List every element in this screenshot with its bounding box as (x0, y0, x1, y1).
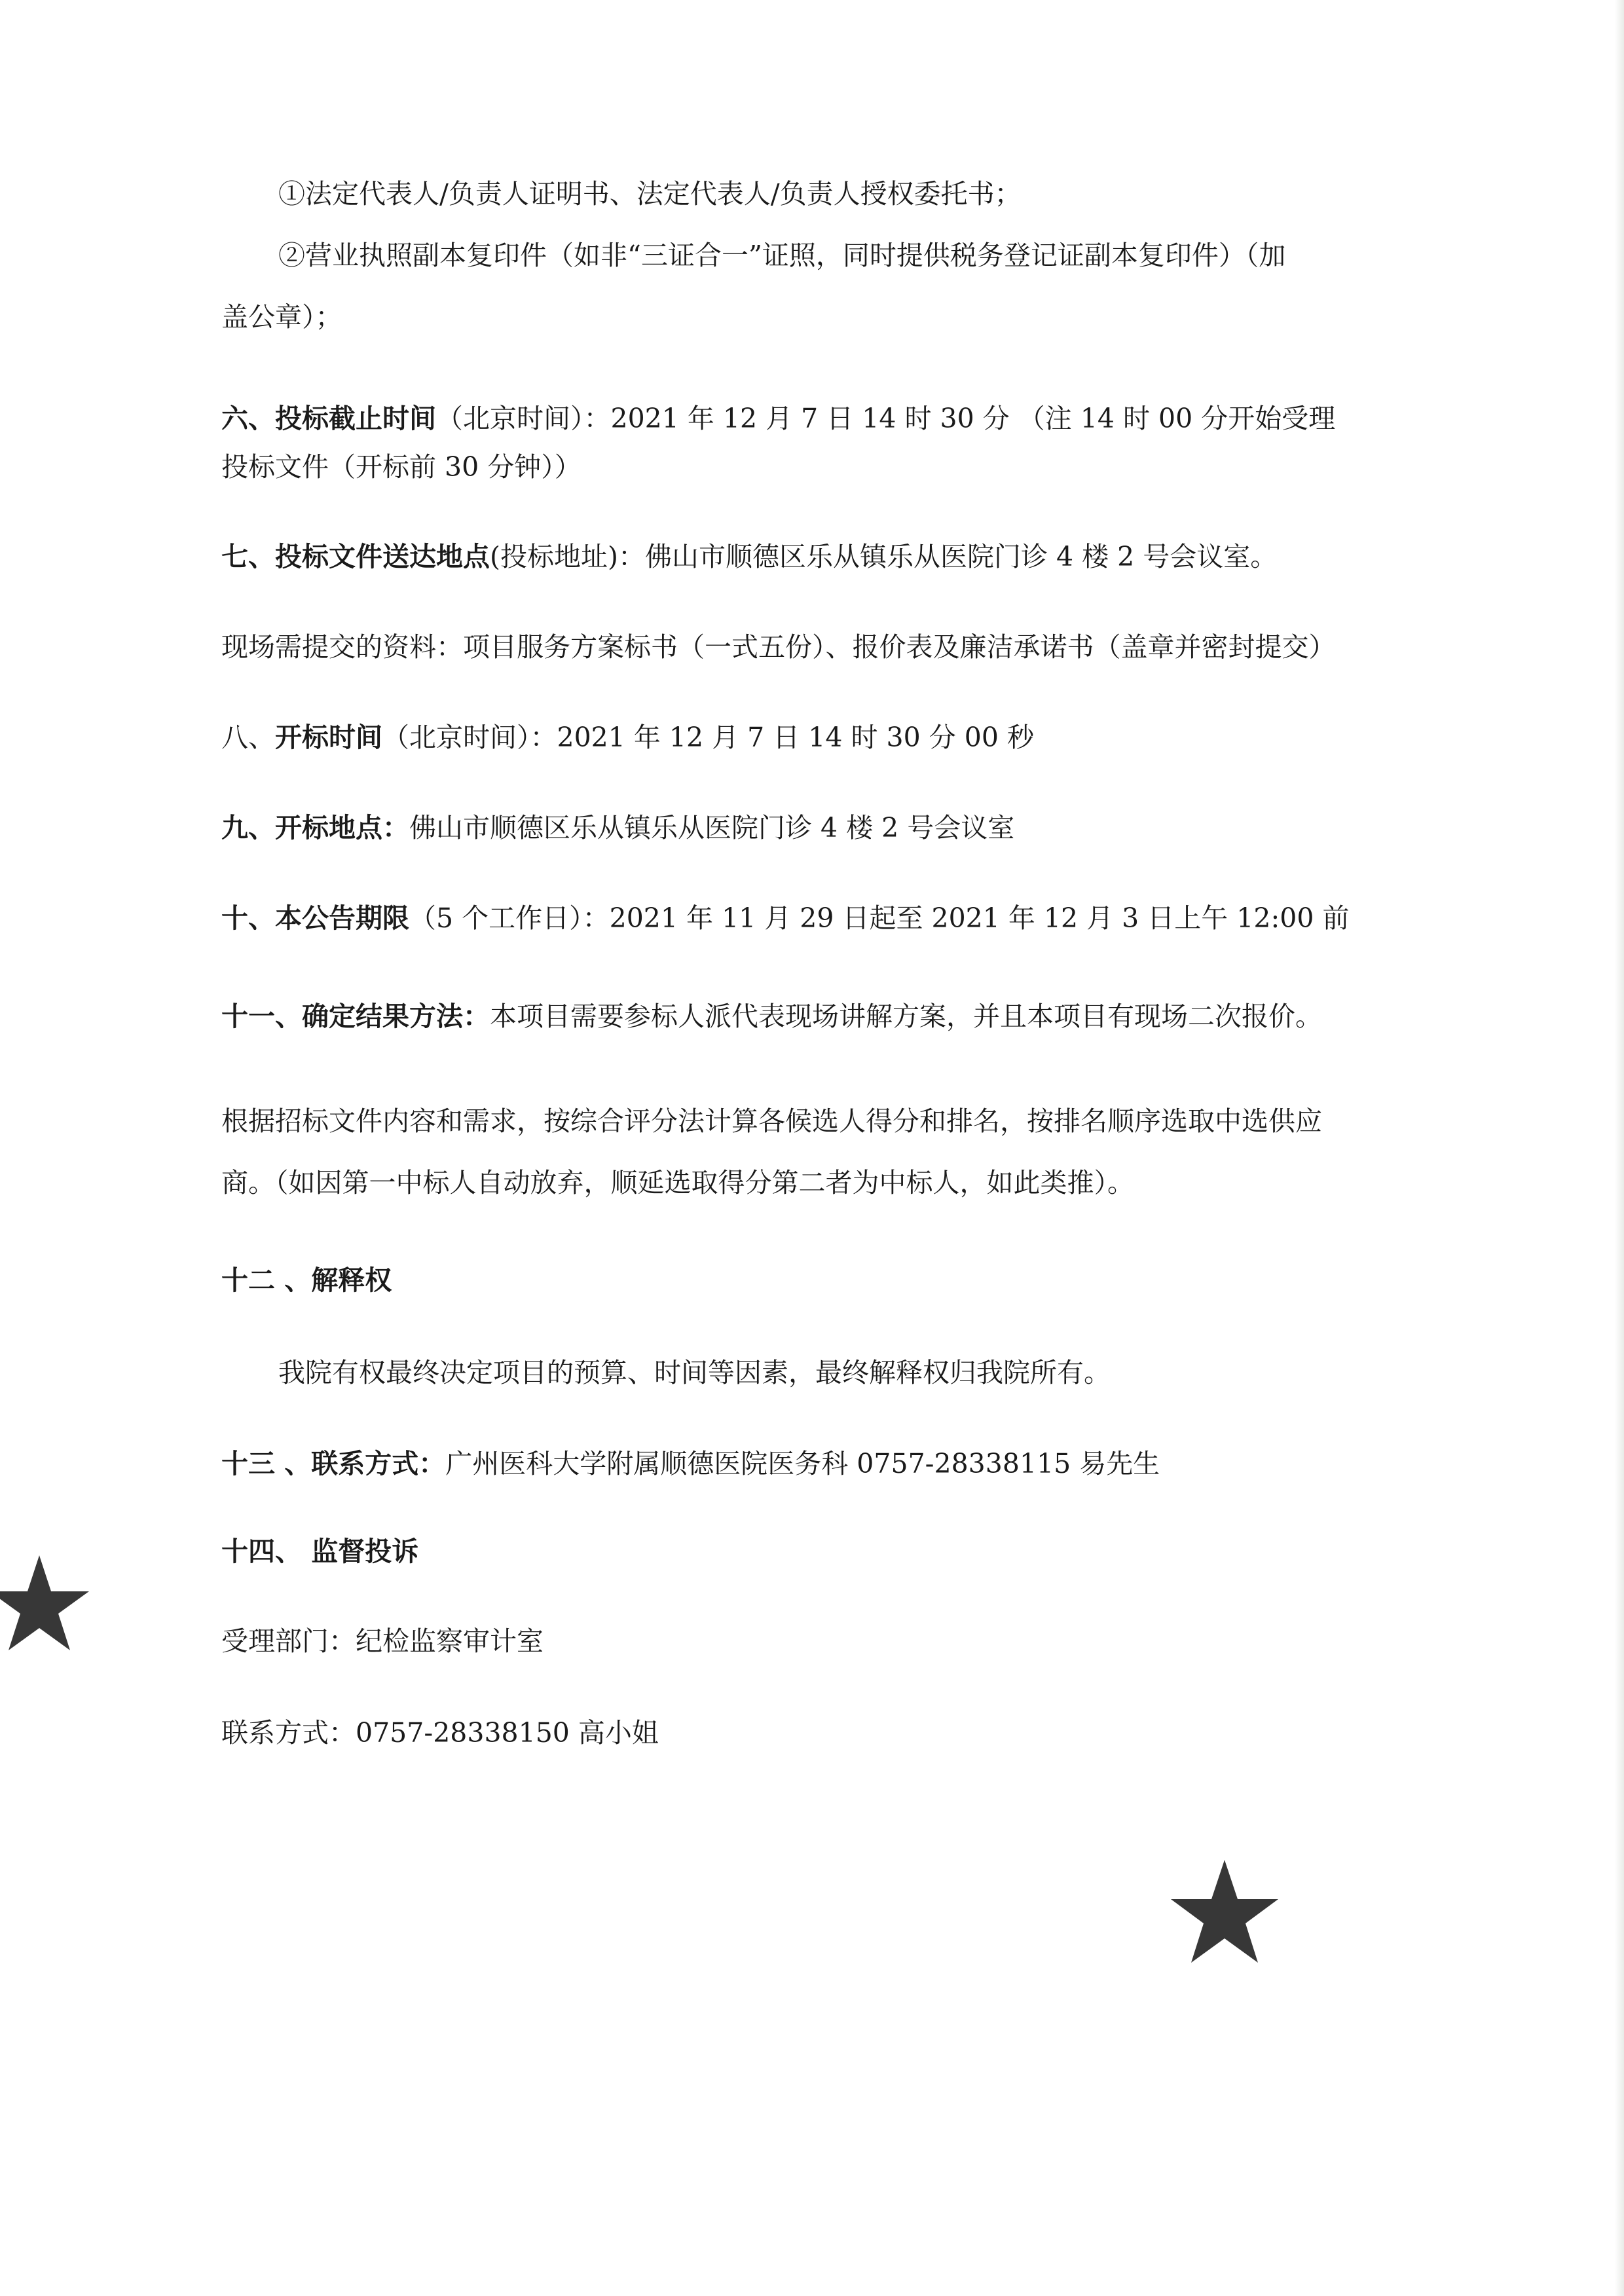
section-8-opening-time (221, 719, 1413, 756)
scan-edge-shadow (1615, 0, 1624, 2296)
section-8-text: （北京时间）：2021 年 12 月 7 日 14 时 30 分 00 秒 (382, 722, 1034, 753)
seal-right-star-icon (1171, 1860, 1278, 1963)
section-7-text: (投标地址)：佛山市顺德区乐从镇乐从医院门诊 4 楼 2 号会议室。 (490, 541, 1278, 572)
section-12-label: 十二 、解释权 (221, 1265, 392, 1296)
section-11-paragraph-line2: 商。（如因第一中标人自动放弃，顺延选取得分第二者为中标人，如此类推）。 (221, 1167, 1134, 1198)
section-6-label: 六、投标截止时间 (221, 403, 436, 434)
on-site-materials: 现场需提交的资料：项目服务方案标书（一式五份）、报价表及廉洁承诺书（盖章并密封提交） (221, 631, 1336, 663)
official-seal-left (0, 1428, 177, 1781)
section-7-delivery-location (221, 538, 1413, 575)
section-11-result-method (221, 998, 1413, 1035)
section-9-text: 佛山市顺德区乐从镇乐从医院门诊 4 楼 2 号会议室 (409, 812, 1015, 843)
section-9-label: 九、开标地点： (221, 812, 409, 843)
section-14-contact: 联系方式：0757-28338150 高小姐 (221, 1717, 659, 1749)
item-legal-rep-docs: ①法定代表人/负责人证明书、法定代表人/负责人授权委托书； (278, 178, 1022, 210)
section-10-notice-period (221, 900, 1413, 936)
seal-left-graphic (0, 1428, 177, 1781)
item-business-license-line2: 盖公章）； (221, 301, 342, 333)
section-14-label: 十四、 监督投诉 (221, 1536, 419, 1567)
section-13-text: 广州医科大学附属顺德医院医务科 0757-28338115 易先生 (445, 1448, 1160, 1479)
section-13-contact (221, 1445, 1413, 1482)
section-13-label: 十三 、联系方式： (221, 1448, 446, 1479)
section-12-interpretation (221, 1262, 1413, 1299)
section-6-continuation: 投标文件（开标前 30 分钟）） (221, 451, 581, 483)
section-11-label: 十一、确定结果方法： (221, 1001, 490, 1032)
section-6-deadline (221, 400, 1413, 437)
section-7-label: 七、投标文件送达地点 (221, 541, 490, 572)
seal-left-star-icon (0, 1555, 89, 1650)
section-14-department: 受理部门：纪检监察审计室 (221, 1625, 544, 1657)
section-8-prefix: 八、 (221, 722, 275, 753)
section-10-text: （5 个工作日）：2021 年 11 月 29 日起至 2021 年 12 月 3 日上午 12:00 前 (409, 902, 1350, 934)
section-12-text: 我院有权最终决定项目的预算、时间等因素，最终解释权归我院所有。 (278, 1357, 1111, 1388)
section-11-paragraph-line1: 根据招标文件内容和需求，按综合评分法计算各候选人得分和排名，按排名顺序选取中选供应 (221, 1105, 1322, 1137)
section-6-text: （北京时间）：2021 年 12 月 7 日 14 时 30 分 （注 14 时 00 分开始受理 (436, 403, 1336, 434)
item-business-license-line1: ②营业执照副本复印件（如非“三证合一”证照，同时提供税务登记证副本复印件）（加 (278, 240, 1286, 271)
section-10-label: 十、本公告期限 (221, 902, 409, 934)
section-9-opening-location (221, 809, 1413, 846)
section-14-complaints (221, 1533, 1413, 1570)
official-seal-right (1080, 1735, 1369, 2089)
section-8-label: 开标时间 (275, 722, 382, 753)
seal-right-graphic (1080, 1735, 1369, 2089)
section-11-text: 本项目需要参标人派代表现场讲解方案，并且本项目有现场二次报价。 (490, 1001, 1322, 1032)
